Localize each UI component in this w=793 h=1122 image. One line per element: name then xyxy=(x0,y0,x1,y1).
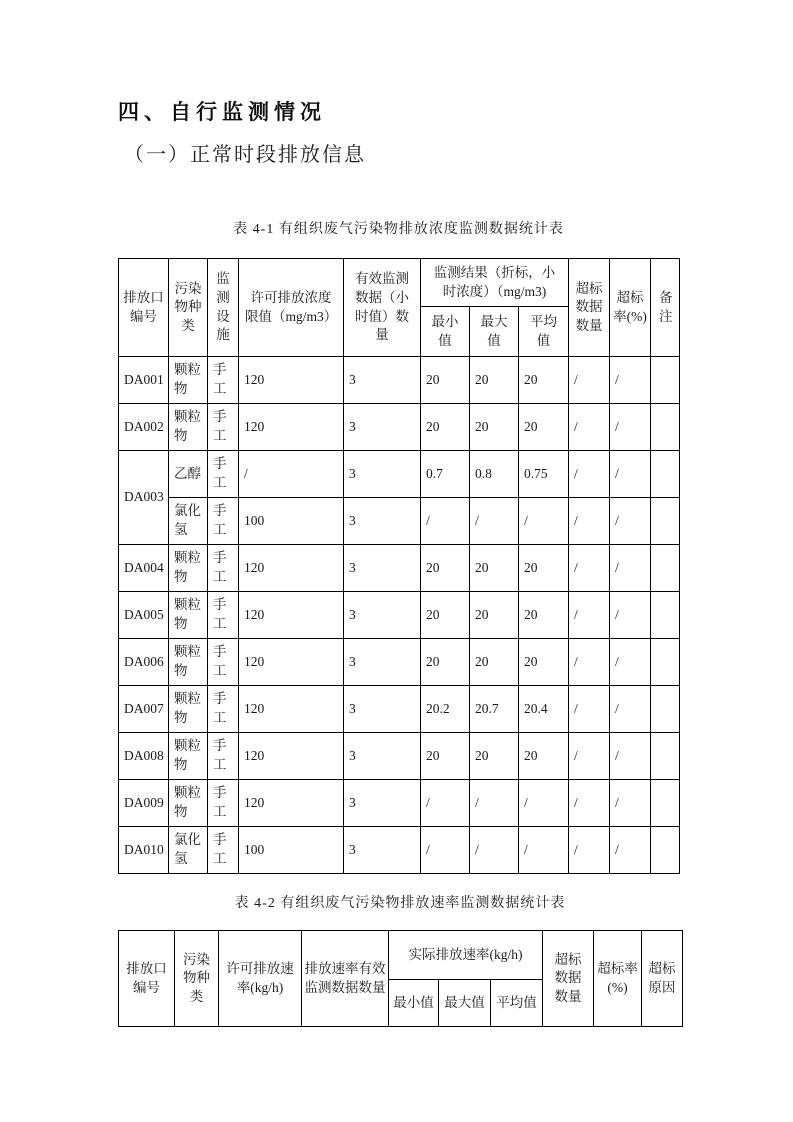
cell-remark xyxy=(651,733,680,780)
cell-valid-count: 3 xyxy=(344,639,421,686)
table-row xyxy=(119,780,680,827)
cell-avg: 0.75 xyxy=(519,451,569,498)
cell-outlet: DA010 xyxy=(119,827,169,874)
col-header-remark: 备注 xyxy=(651,259,680,357)
cell-limit: 120 xyxy=(239,686,344,733)
cell-remark xyxy=(651,686,680,733)
cell-pollutant: 颗粒物 xyxy=(169,545,208,592)
cell-exceed-rate: / xyxy=(610,592,651,639)
cell-valid-count: 3 xyxy=(344,733,421,780)
cell-exceed-count: / xyxy=(569,827,610,874)
cell-exceed-count: / xyxy=(569,545,610,592)
cell-facility: 手工 xyxy=(208,451,239,498)
cell-max: / xyxy=(470,498,519,545)
cell-facility: 手工 xyxy=(208,404,239,451)
col-header-exceed-count: 超标数据数量 xyxy=(543,931,594,1027)
table-row xyxy=(119,451,680,498)
col-header-pollutant: 污染物种类 xyxy=(175,931,219,1027)
cell-facility: 手工 xyxy=(208,780,239,827)
table-row xyxy=(119,827,680,874)
col-header-limit: 许可排放浓度限值（mg/m3） xyxy=(239,259,344,357)
cell-limit: 100 xyxy=(239,498,344,545)
cell-pollutant: 氯化氢 xyxy=(169,498,208,545)
cell-min: 0.7 xyxy=(421,451,470,498)
table-header-row xyxy=(119,931,683,980)
table-row xyxy=(119,498,680,545)
cell-remark xyxy=(651,592,680,639)
col-header-valid-count: 排放速率有效监测数据数量 xyxy=(302,931,389,1027)
cell-avg: 20 xyxy=(519,639,569,686)
col-header-pollutant: 污染物种类 xyxy=(169,259,208,357)
cell-min: 20.2 xyxy=(421,686,470,733)
cell-valid-count: 3 xyxy=(344,404,421,451)
cell-remark xyxy=(651,827,680,874)
cell-max: / xyxy=(470,827,519,874)
cell-remark xyxy=(651,404,680,451)
page-title: 四、自行监测情况 xyxy=(118,100,326,124)
cell-limit: 120 xyxy=(239,639,344,686)
cell-remark xyxy=(651,545,680,592)
cell-max: 20.7 xyxy=(470,686,519,733)
cell-facility: 手工 xyxy=(208,639,239,686)
cell-outlet: DA002 xyxy=(119,404,169,451)
table2-caption: 表 4-2 有组织废气污染物排放速率监测数据统计表 xyxy=(234,896,566,911)
cell-avg: 20 xyxy=(519,733,569,780)
cell-max: 20 xyxy=(470,592,519,639)
cell-max: 0.8 xyxy=(470,451,519,498)
emission-rate-monitoring-table xyxy=(118,930,683,1027)
col-header-facility: 监测设施 xyxy=(208,259,239,357)
cell-facility: 手工 xyxy=(208,357,239,404)
cell-min: 20 xyxy=(421,357,470,404)
table-row xyxy=(119,357,680,404)
table-header-row xyxy=(119,259,680,307)
cell-outlet: DA007 xyxy=(119,686,169,733)
cell-max: 20 xyxy=(470,545,519,592)
cell-max: 20 xyxy=(470,639,519,686)
cell-outlet: DA001 xyxy=(119,357,169,404)
cell-max: 20 xyxy=(470,404,519,451)
cell-pollutant: 乙醇 xyxy=(169,451,208,498)
cell-outlet: DA008 xyxy=(119,733,169,780)
cell-exceed-count: / xyxy=(569,733,610,780)
table-row xyxy=(119,404,680,451)
cell-avg: 20.4 xyxy=(519,686,569,733)
cell-facility: 手工 xyxy=(208,592,239,639)
cell-pollutant: 颗粒物 xyxy=(169,780,208,827)
col-header-min: 最小值 xyxy=(421,307,470,357)
cell-facility: 手工 xyxy=(208,545,239,592)
cell-outlet: DA005 xyxy=(119,592,169,639)
cell-exceed-rate: / xyxy=(610,545,651,592)
cell-avg: / xyxy=(519,498,569,545)
cell-valid-count: 3 xyxy=(344,498,421,545)
cell-exceed-count: / xyxy=(569,639,610,686)
cell-exceed-count: / xyxy=(569,780,610,827)
table1-caption: 表 4-1 有组织废气污染物排放浓度监测数据统计表 xyxy=(233,222,564,237)
cell-pollutant: 颗粒物 xyxy=(169,404,208,451)
cell-exceed-rate: / xyxy=(610,733,651,780)
section-subtitle: （一）正常时段排放信息 xyxy=(124,144,366,166)
cell-min: 20 xyxy=(421,545,470,592)
cell-avg: / xyxy=(519,780,569,827)
cell-max: / xyxy=(470,780,519,827)
col-header-exceed-rate: 超标率(%) xyxy=(594,931,642,1027)
cell-min: 20 xyxy=(421,733,470,780)
cell-max: 20 xyxy=(470,357,519,404)
cell-valid-count: 3 xyxy=(344,592,421,639)
cell-limit: 100 xyxy=(239,827,344,874)
cell-min: / xyxy=(421,498,470,545)
cell-outlet: DA004 xyxy=(119,545,169,592)
cell-exceed-count: / xyxy=(569,686,610,733)
cell-exceed-rate: / xyxy=(610,827,651,874)
cell-pollutant: 颗粒物 xyxy=(169,357,208,404)
cell-valid-count: 3 xyxy=(344,357,421,404)
cell-outlet: DA003 xyxy=(119,451,169,545)
cell-valid-count: 3 xyxy=(344,827,421,874)
cell-exceed-rate: / xyxy=(610,780,651,827)
cell-min: / xyxy=(421,780,470,827)
cell-pollutant: 氯化氢 xyxy=(169,827,208,874)
cell-pollutant: 颗粒物 xyxy=(169,639,208,686)
cell-facility: 手工 xyxy=(208,733,239,780)
cell-remark xyxy=(651,780,680,827)
cell-facility: 手工 xyxy=(208,686,239,733)
cell-exceed-count: / xyxy=(569,498,610,545)
cell-limit: 120 xyxy=(239,780,344,827)
cell-exceed-rate: / xyxy=(610,686,651,733)
cell-valid-count: 3 xyxy=(344,545,421,592)
cell-exceed-count: / xyxy=(569,451,610,498)
cell-remark xyxy=(651,357,680,404)
cell-limit: 120 xyxy=(239,592,344,639)
col-header-exceed-reason: 超标原因 xyxy=(642,931,683,1027)
cell-facility: 手工 xyxy=(208,498,239,545)
cell-facility: 手工 xyxy=(208,827,239,874)
cell-pollutant: 颗粒物 xyxy=(169,686,208,733)
cell-avg: 20 xyxy=(519,545,569,592)
col-header-exceed-count: 超标数据数量 xyxy=(569,259,610,357)
cell-remark xyxy=(651,639,680,686)
cell-avg: 20 xyxy=(519,357,569,404)
col-header-avg: 平均值 xyxy=(491,980,543,1027)
cell-limit: 120 xyxy=(239,404,344,451)
cell-exceed-count: / xyxy=(569,592,610,639)
table-row xyxy=(119,639,680,686)
col-header-exceed-rate: 超标率(%) xyxy=(610,259,651,357)
cell-pollutant: 颗粒物 xyxy=(169,733,208,780)
cell-exceed-rate: / xyxy=(610,639,651,686)
cell-exceed-rate: / xyxy=(610,357,651,404)
cell-limit: 120 xyxy=(239,733,344,780)
cell-limit: 120 xyxy=(239,357,344,404)
cell-min: 20 xyxy=(421,404,470,451)
cell-exceed-rate: / xyxy=(610,404,651,451)
cell-valid-count: 3 xyxy=(344,780,421,827)
col-header-outlet: 排放口编号 xyxy=(119,931,175,1027)
col-header-max: 最大值 xyxy=(439,980,491,1027)
cell-remark xyxy=(651,451,680,498)
cell-remark xyxy=(651,498,680,545)
cell-outlet: DA006 xyxy=(119,639,169,686)
table-row xyxy=(119,592,680,639)
col-header-actual-group: 实际排放速率(kg/h) xyxy=(389,931,543,980)
cell-avg: 20 xyxy=(519,404,569,451)
table-row xyxy=(119,733,680,780)
cell-exceed-count: / xyxy=(569,357,610,404)
table-row xyxy=(119,545,680,592)
col-header-outlet: 排放口编号 xyxy=(119,259,169,357)
cell-limit: / xyxy=(239,451,344,498)
cell-exceed-count: / xyxy=(569,404,610,451)
cell-pollutant: 颗粒物 xyxy=(169,592,208,639)
col-header-result-group: 监测结果（折标，小时浓度）（mg/m3) xyxy=(421,259,569,307)
cell-exceed-rate: / xyxy=(610,451,651,498)
table-row xyxy=(119,686,680,733)
cell-limit: 120 xyxy=(239,545,344,592)
col-header-avg: 平均值 xyxy=(519,307,569,357)
cell-avg: / xyxy=(519,827,569,874)
concentration-monitoring-table xyxy=(118,258,680,874)
cell-min: 20 xyxy=(421,639,470,686)
cell-min: 20 xyxy=(421,592,470,639)
col-header-min: 最小值 xyxy=(389,980,439,1027)
cell-outlet: DA009 xyxy=(119,780,169,827)
col-header-valid-count: 有效监测数据（小时值）数量 xyxy=(344,259,421,357)
col-header-rate-limit: 许可排放速率(kg/h) xyxy=(219,931,302,1027)
cell-valid-count: 3 xyxy=(344,451,421,498)
cell-min: / xyxy=(421,827,470,874)
cell-avg: 20 xyxy=(519,592,569,639)
cell-exceed-rate: / xyxy=(610,498,651,545)
cell-valid-count: 3 xyxy=(344,686,421,733)
cell-max: 20 xyxy=(470,733,519,780)
col-header-max: 最大值 xyxy=(470,307,519,357)
